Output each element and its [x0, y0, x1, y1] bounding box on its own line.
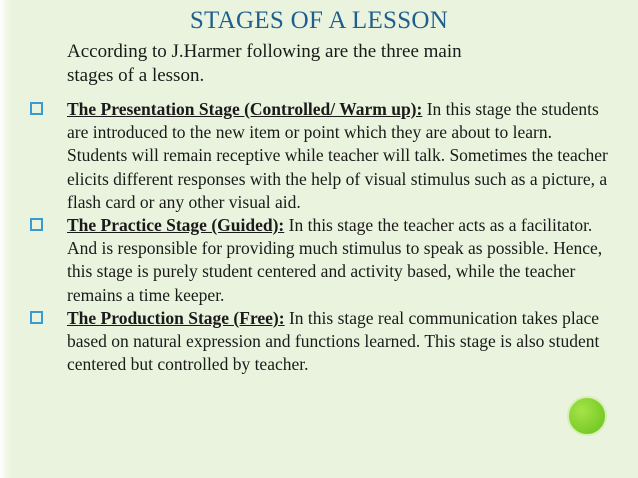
- intro-text: [67, 40, 607, 88]
- slide-left-stripe: [0, 0, 12, 478]
- stage-heading: The Production Stage (Free):: [67, 307, 285, 328]
- stage-heading: The Presentation Stage (Controlled/ Warm up):: [67, 99, 423, 119]
- stage-description: In this stage the students are introduced to the new item or point which they are about to learn. Students will remain receptive while teacher will talk. Sometimes the teacher elicits different responses with the help of visual stimulus such as a picture, a flash card or any other visual aid.: [67, 99, 608, 212]
- intro-line: According to J.Harmer following are the three main: [67, 41, 462, 62]
- decorative-green-circle: [567, 396, 607, 436]
- stage-list: [67, 98, 615, 376]
- stage-item-production: [67, 307, 615, 377]
- hollow-square-bullet-icon: [30, 311, 43, 324]
- stage-item-presentation: [67, 98, 615, 214]
- hollow-square-bullet-icon: [30, 218, 43, 231]
- stage-item-practice: [67, 214, 615, 307]
- slide-title: STAGES OF A LESSON: [189, 7, 449, 34]
- stage-description: In this stage the teacher acts as a facilitator. And is responsible for providing much stimulus to speak as possible. Hence, this stage is purely student centered and activity based, while the teacher remains a time keeper.: [67, 215, 603, 305]
- stage-heading: The Practice Stage (Guided):: [67, 215, 285, 236]
- stage-description: In this stage real communication takes place based on natural expression and functions learned. This stage is also student centered but controlled by teacher.: [67, 307, 600, 375]
- intro-line: stages of a lesson.: [67, 65, 205, 86]
- hollow-square-bullet-icon: [30, 102, 43, 115]
